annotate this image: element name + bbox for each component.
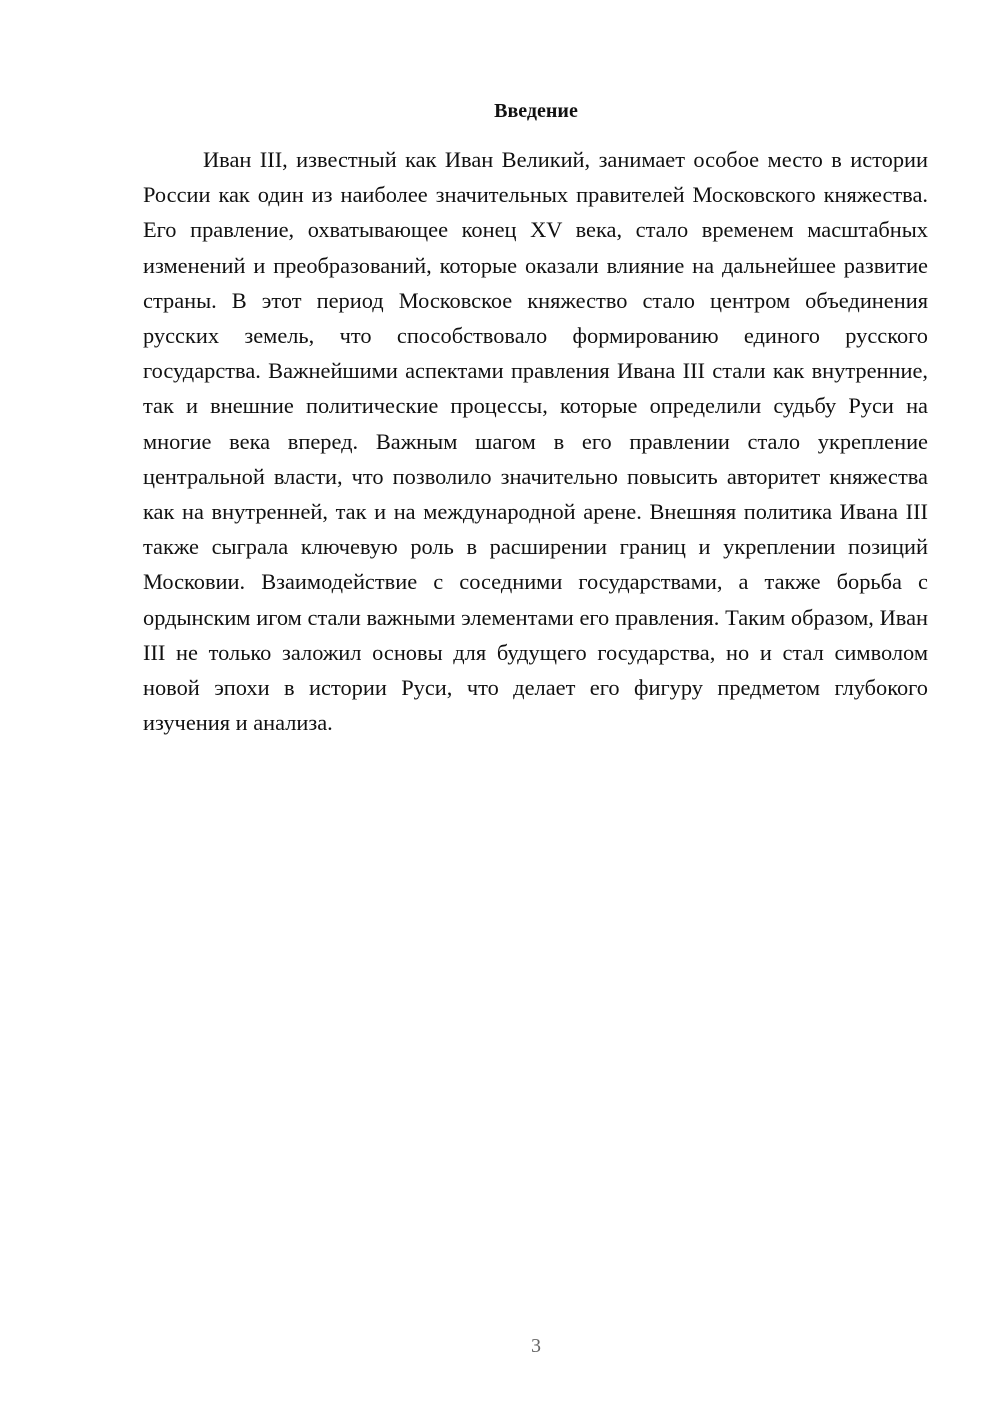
page-number: 3 (531, 1335, 541, 1357)
section-heading: Введение (494, 100, 578, 122)
body-paragraph: Иван III, известный как Иван Великий, занимает особое место в истории России как один из наиболее значительных правителей Московского княжества. Его правление, охватывающее конец XV века, стало временем масштабных изменений и преобразований, которые оказали влияние на дальнейшее развитие страны. В этот период Московское княжество стало центром объединения русских земель, что способствовало формированию единого русского государства. Важнейшими аспектами правления Ивана III стали как внутренние, так и внешние политические процессы, которые определили судьбу Руси на многие века вперед. Важным шагом в его правлении стало укрепление центральной власти, что позволило значительно повысить авторитет княжества как на внутренней, так и на международной арене. Внешняя политика Ивана III также сыграла ключевую роль в расширении границ и укреплении позиций Московии. Взаимодействие с соседними государствами, а также борьба с ордынским игом стали важными элементами его правления. Таким образом, Иван III не только заложил основы для будущего государства, но и стал символом новой эпохи в истории Руси, что делает его фигуру предметом глубокого изучения и анализа. (143, 147, 928, 736)
